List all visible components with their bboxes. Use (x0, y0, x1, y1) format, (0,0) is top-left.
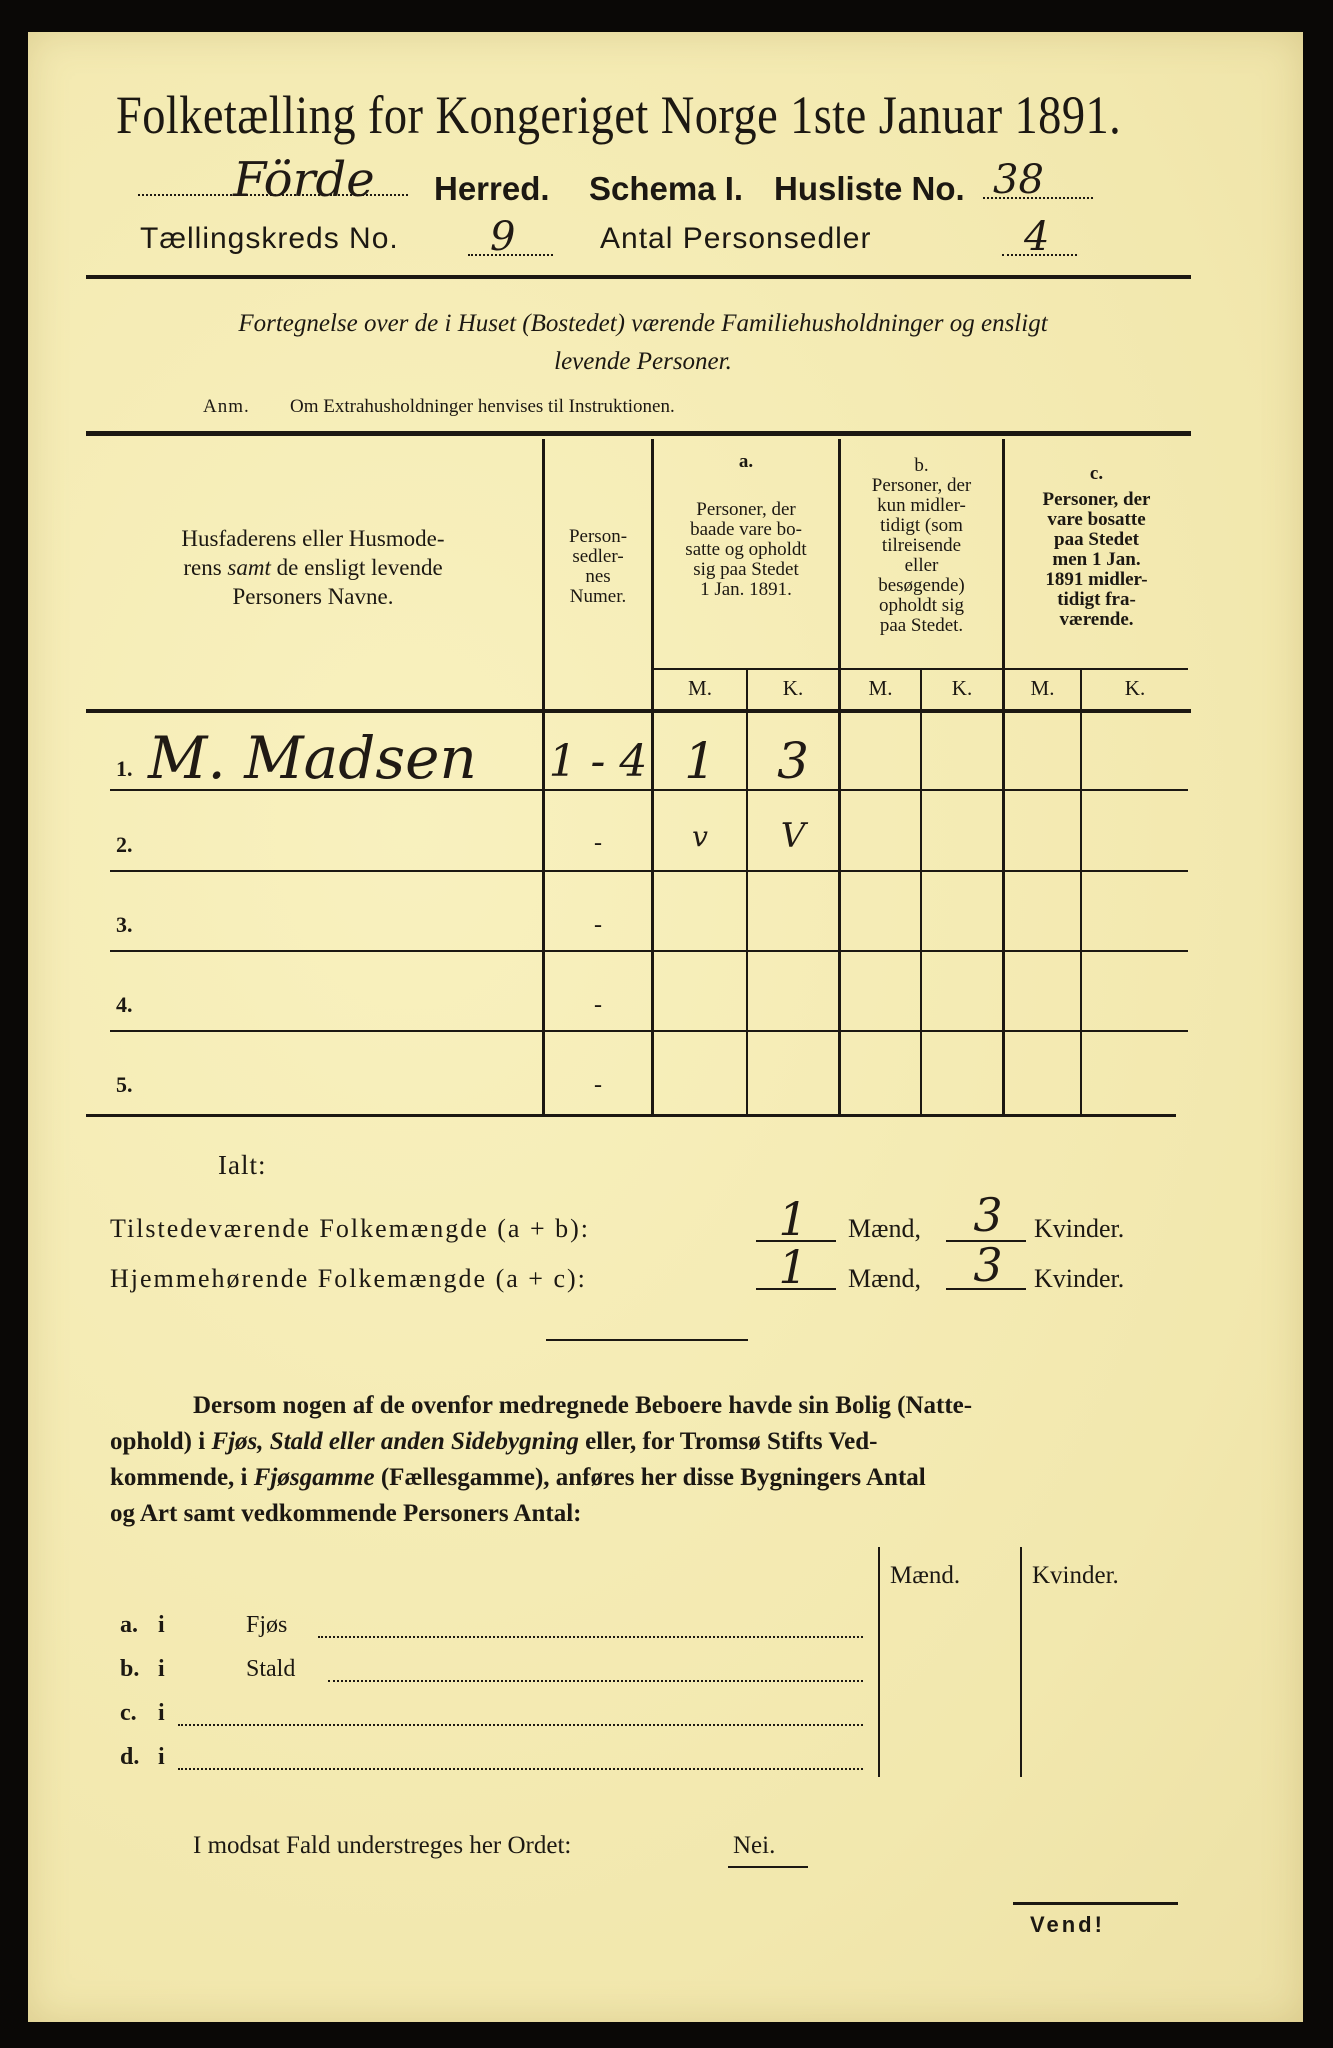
row-5-numer: - (594, 1072, 602, 1098)
row-3-numer: - (594, 912, 602, 938)
hjemme-maend-label: Mænd, (848, 1264, 921, 1293)
vend-label: Vend! (1030, 1912, 1105, 1937)
building-a-label: Fjøs (246, 1612, 288, 1638)
building-b-dotted-line (328, 1680, 863, 1682)
table-top-rule (86, 431, 1191, 436)
vend-rule (1013, 1902, 1178, 1905)
row-1-number: 1. (116, 756, 133, 781)
building-b-letter: b. (120, 1656, 140, 1682)
row-4-number: 4. (116, 992, 133, 1017)
buildings-text-l3: kommende, i Fjøsgamme (Fællesgamme), anføres her disse Bygningers Antal (110, 1464, 926, 1491)
tilstede-kvinder-label: Kvinder. (1034, 1214, 1125, 1243)
building-b-i: i (158, 1656, 165, 1682)
buildings-kvinder-header: Kvinder. (1032, 1562, 1119, 1589)
buildings-maend-header: Mænd. (890, 1562, 961, 1589)
row-1-numer: 1 - 4 (548, 736, 648, 787)
building-b-label: Stald (246, 1656, 296, 1682)
ialt-label: Ialt: (218, 1150, 267, 1180)
col-c-m-label: M. (1030, 676, 1055, 700)
intro-line-2: levende Personer. (554, 348, 732, 375)
building-a-dotted-line (318, 1636, 863, 1638)
herred-value: Förde (233, 152, 375, 208)
building-d-i: i (158, 1744, 165, 1770)
table-bottom-rule (86, 1114, 1176, 1117)
form-title: Folketælling for Kongeriget Norge 1ste Januar 1891. (116, 85, 1122, 145)
nei-underline (728, 1866, 808, 1868)
col-a-header: a. Personer, der baade vare bo- satte og opholdt sig paa Stedet 1 Jan. 1891. (685, 451, 807, 600)
col-numer-header: Person- sedler- nes Numer. (568, 526, 628, 607)
col-b-k-label: K. (951, 676, 973, 700)
header-rule (86, 275, 1191, 279)
census-form-page (28, 32, 1303, 2022)
row-1-a-m: 1 (684, 732, 716, 790)
tilstede-maend-label: Mænd, (848, 1214, 921, 1243)
buildings-col-rule-2 (1020, 1547, 1022, 1777)
hjemme-label: Hjemmehørende Folkemængde (a + c): (110, 1264, 587, 1293)
tellingskreds-label: Tællingskreds No. (140, 222, 399, 255)
col-c-header: c. Personer, der vare bosatte paa Stedet men 1 Jan. 1891 midler- tidigt fra- værende. (1042, 463, 1151, 630)
building-c-i: i (158, 1700, 165, 1726)
row-3-number: 3. (116, 912, 133, 937)
intro-line-1: Fortegnelse over de i Huset (Bostedet) værende Familiehusholdninger og ensligt (238, 310, 1048, 337)
tilstede-maend-value: 1 (778, 1192, 808, 1246)
building-d-dotted-line (178, 1768, 863, 1770)
col-a-m-label: M. (688, 676, 712, 700)
building-a-letter: a. (120, 1612, 138, 1638)
col-b-header: b. Personer, der kun midler- tidigt (som tilreisende eller besøgende) opholdt sig paa Stedet. (871, 455, 972, 636)
anm-label: Anm. (203, 396, 250, 417)
nei-word: Nei. (733, 1832, 776, 1859)
hjemme-maend-value: 1 (778, 1240, 808, 1294)
modsat-text: I modsat Fald understreges her Ordet: (193, 1832, 572, 1859)
row-4-rule (110, 1030, 1188, 1032)
antal-personsedler-label: Antal Personsedler (600, 222, 872, 255)
schema-label: Schema I. (589, 170, 744, 207)
row-1-name: M. Madsen (148, 724, 477, 792)
hjemme-kvinder-label: Kvinder. (1034, 1264, 1125, 1293)
tellingskreds-value: 9 (490, 214, 516, 260)
col-a-k-label: K. (782, 676, 804, 700)
building-c-dotted-line (178, 1724, 863, 1726)
buildings-text-l4: og Art samt vedkommende Personers Antal: (110, 1500, 582, 1527)
husliste-value: 38 (993, 157, 1044, 203)
husliste-label: Husliste No. (774, 170, 965, 207)
section-divider (546, 1339, 748, 1341)
mk-sub-rule (654, 668, 1188, 670)
row-5-number: 5. (116, 1072, 133, 1097)
row-3-rule (110, 950, 1188, 952)
row-4-numer: - (594, 992, 602, 1018)
antal-personsedler-value: 4 (1024, 214, 1050, 260)
row-2-number: 2. (116, 832, 133, 857)
tilstede-label: Tilstedeværende Folkemængde (a + b): (110, 1214, 590, 1243)
tilstede-kvinder-value: 3 (973, 1188, 1003, 1242)
row-1-a-k: 3 (777, 732, 809, 790)
building-a-i: i (158, 1612, 165, 1638)
buildings-col-rule-1 (878, 1547, 880, 1777)
col-rule-c-mk (1080, 670, 1082, 1114)
col-c-k-label: K. (1124, 676, 1146, 700)
col-names-header-l1: Husfaderens eller Husmode- (181, 526, 445, 551)
building-d-letter: d. (120, 1744, 140, 1770)
building-c-letter: c. (120, 1700, 137, 1726)
anm-text: Om Extrahusholdninger henvises til Instruktionen. (290, 396, 675, 417)
herred-label: Herred. (434, 170, 550, 207)
col-names-header-l2: rens samt de ensligt levende (183, 555, 443, 580)
row-2-rule (110, 870, 1188, 872)
hjemme-kvinder-value: 3 (973, 1238, 1003, 1292)
row-2-a-k: V (780, 816, 806, 856)
row-2-numer: - (594, 830, 602, 856)
col-rule-b-mk (920, 670, 922, 1114)
table-header-bottom-rule (86, 709, 1191, 713)
buildings-text-l1: Dersom nogen af de ovenfor medregnede Beboere havde sin Bolig (Natte- (193, 1392, 973, 1419)
row-2-a-m: v (692, 820, 708, 853)
col-names-header-l3: Personers Navne. (232, 584, 394, 609)
buildings-text-l2: ophold) i Fjøs, Stald eller anden Sidebygning eller, for Tromsø Stifts Ved- (110, 1428, 878, 1455)
col-b-m-label: M. (868, 676, 893, 700)
